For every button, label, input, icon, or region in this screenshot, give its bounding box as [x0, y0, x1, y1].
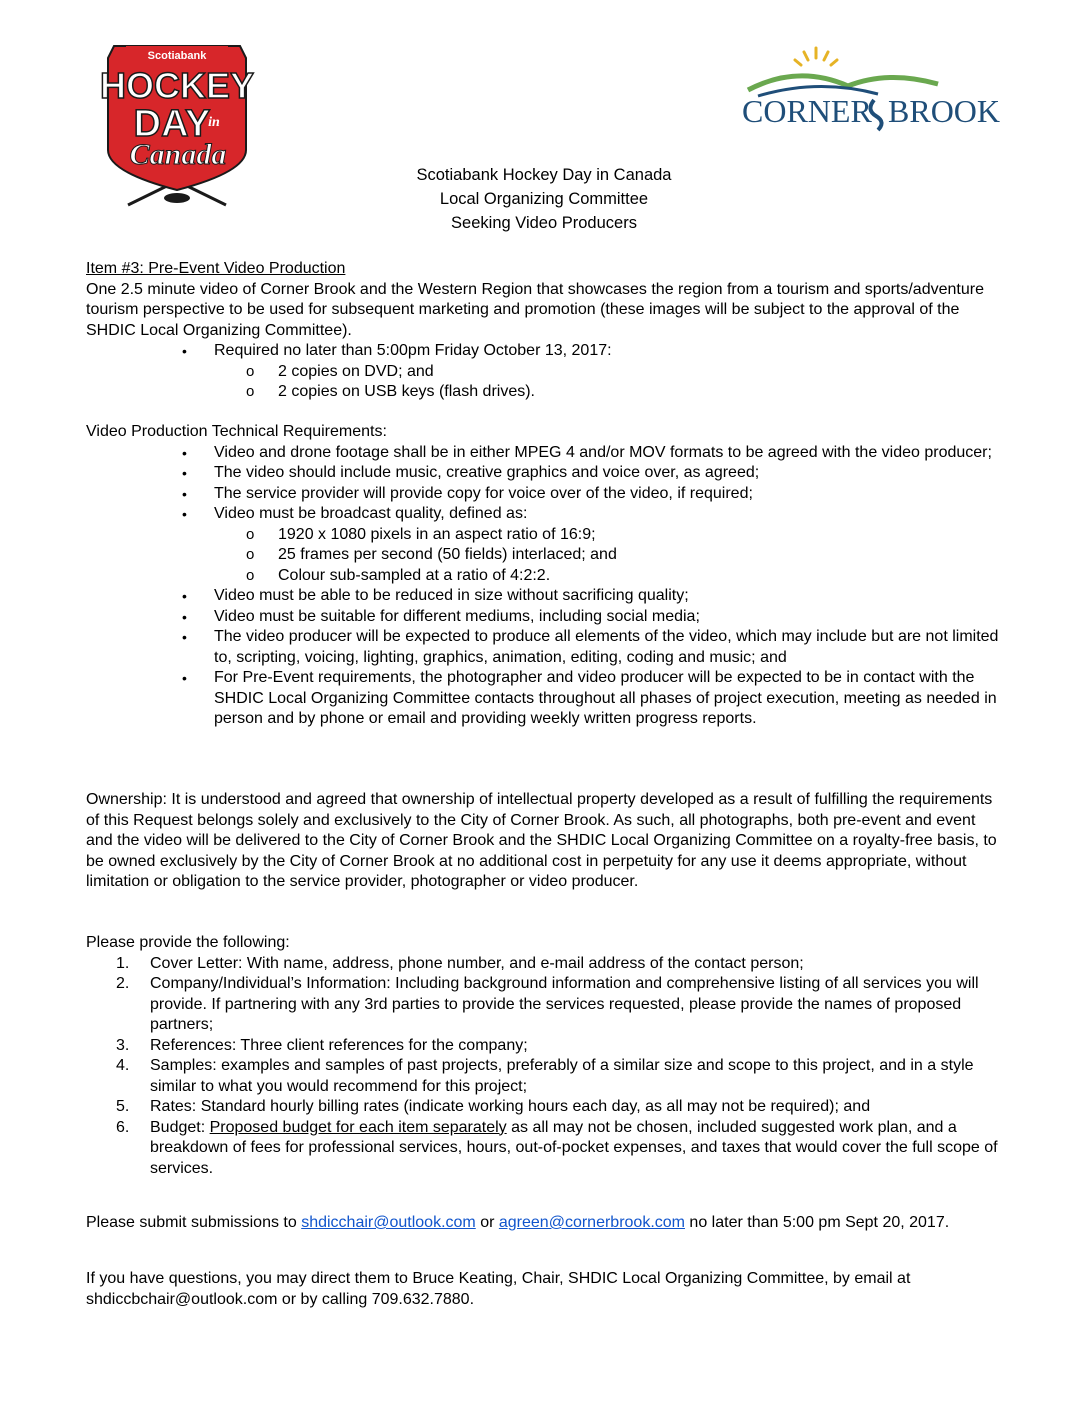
- questions-paragraph: If you have questions, you may direct them to Bruce Keating, Chair, SHDIC Local Organizing Committee, by email at shdiccbchair@outlook.com or by calling 709.632.7880.: [86, 1270, 911, 1308]
- list-item: • The video producer will be expected to produce all elements of the video, which may include but are not limited to, scripting, voicing, lighting, graphics, animation, editing, coding and music; and: [86, 627, 1006, 668]
- list-item: • Video must be suitable for different mediums, including social media;: [86, 607, 1006, 628]
- provide-list: [86, 954, 1006, 1180]
- svg-text:BROOK: BROOK: [888, 93, 1000, 129]
- list-item: 6. Budget: Proposed budget for each item separately as all may not be chosen, included suggested work plan, and a breakdown of fees for professional services, hours, out-of-pocket expenses, and taxes that would cover the full scope of services.: [116, 1118, 998, 1177]
- tech-bullets: [86, 443, 1006, 730]
- item3-sub-bullets: [214, 362, 1006, 403]
- provide-section: [86, 933, 1006, 1179]
- item3-bullets: [86, 341, 1006, 403]
- item3-title: Item #3: Pre-Event Video Production: [86, 260, 346, 277]
- list-item: o 2 copies on DVD; and: [214, 362, 1006, 383]
- svg-text:CORNER: CORNER: [742, 93, 872, 129]
- svg-text:in: in: [208, 115, 220, 130]
- tech-requirements-section: [86, 422, 1006, 730]
- list-item: • Required no later than 5:00pm Friday October 13, 2017: o 2 copies on DVD; and o 2 copies on USB keys (flash drives).: [86, 341, 1006, 403]
- email-link-agreen[interactable]: agreen@cornerbrook.com: [498, 1214, 685, 1231]
- list-item: 1. Cover Letter: With name, address, phone number, and e-mail address of the contact person;: [116, 954, 804, 972]
- broadcast-quality-sub-bullets: [214, 525, 1006, 587]
- item3-section: [86, 259, 1006, 403]
- ownership-text: It is understood and agreed that ownership of intellectual property developed as a result of fulfilling the requirements of this Request belongs solely and exclusively to the City of Corner Brook. As such, all photographs, both pre-event and event and the video will be delivered to the City of Corner Brook and the SHDIC Local Organizing Committee on a royalty-free basis, to be owned exclusively by the City of Corner Brook at no additional cost in perpetuity for any use it deems appropriate, without limitation or obligation to the service provider, photographer or video producer.: [86, 791, 997, 890]
- provide-title: Please provide the following:: [86, 934, 290, 951]
- ownership-label: Ownership:: [86, 791, 167, 808]
- svg-text:Scotiabank: Scotiabank: [147, 50, 207, 62]
- list-item: 3. References: Three client references for the company;: [116, 1036, 528, 1054]
- list-item: • For Pre-Event requirements, the photographer and video producer will be expected to be in contact with the SHDIC Local Organizing Committee contacts throughout all phases of project execution, meeting as needed in person and by phone or email and providing weekly written progress reports.: [86, 668, 1006, 730]
- list-item: o 2 copies on USB keys (flash drives).: [214, 382, 1006, 403]
- list-item: 5. Rates: Standard hourly billing rates (indicate working hours each day, as all may not be required); and: [116, 1098, 871, 1115]
- list-item: o Colour sub-sampled at a ratio of 4:2:2.: [214, 566, 1006, 587]
- submit-paragraph: Please submit submissions to shdicchair@outlook.com or agreen@cornerbrook.com no later than 5:00 pm Sept 20, 2017.: [86, 1214, 950, 1231]
- list-item: • The video should include music, creative graphics and voice over, as agreed;: [86, 463, 1006, 484]
- email-link-shdicchair[interactable]: shdicchair@outlook.com: [301, 1214, 476, 1231]
- ownership-section: [86, 790, 1006, 893]
- svg-text:DAY: DAY: [133, 103, 211, 145]
- header-subtitle: Seeking Video Producers: [451, 214, 637, 232]
- list-item: o 25 frames per second (50 fields) interlaced; and: [214, 545, 1006, 566]
- header-title: Scotiabank Hockey Day in Canada: [416, 166, 672, 184]
- svg-text:HOCKEY: HOCKEY: [99, 65, 255, 106]
- tech-title: Video Production Technical Requirements:: [86, 423, 387, 440]
- list-item: • Video and drone footage shall be in either MPEG 4 and/or MOV formats to be agreed with the video producer;: [86, 443, 1006, 464]
- list-item: o 1920 x 1080 pixels in an aspect ratio of 16:9;: [214, 525, 1006, 546]
- list-item: 4. Samples: examples and samples of past projects, preferably of a similar size and scope to this project, and in a style similar to what you would recommend for this project;: [116, 1057, 974, 1095]
- list-item: 2. Company/Individual’s Information: Including background information and comprehensive listing of all services you will provide. If partnering with any 3rd parties to provide the services requested, please provide the names of proposed partners;: [116, 975, 979, 1033]
- list-item: • The service provider will provide copy for voice over of the video, if required;: [86, 484, 1006, 505]
- item3-paragraph: One 2.5 minute video of Corner Brook and the Western Region that showcases the region from a tourism and sports/adventure tourism perspective to be used for subsequent marketing and promotion (these images will be subject to the approval of the SHDIC Local Organizing Committee).: [86, 280, 984, 339]
- header-committee: Local Organizing Committee: [439, 190, 649, 208]
- list-item: • Video must be able to be reduced in size without sacrificing quality;: [86, 586, 1006, 607]
- svg-text:Canada: Canada: [129, 138, 227, 171]
- corner-brook-logo: [738, 40, 1000, 132]
- list-item: • Video must be broadcast quality, defined as: o 1920 x 1080 pixels in an aspect ratio of 16:9; o 25 frames per second (50 fields) interlaced; and o Colour sub-sampled at a ratio of 4:2:2.: [86, 504, 1006, 586]
